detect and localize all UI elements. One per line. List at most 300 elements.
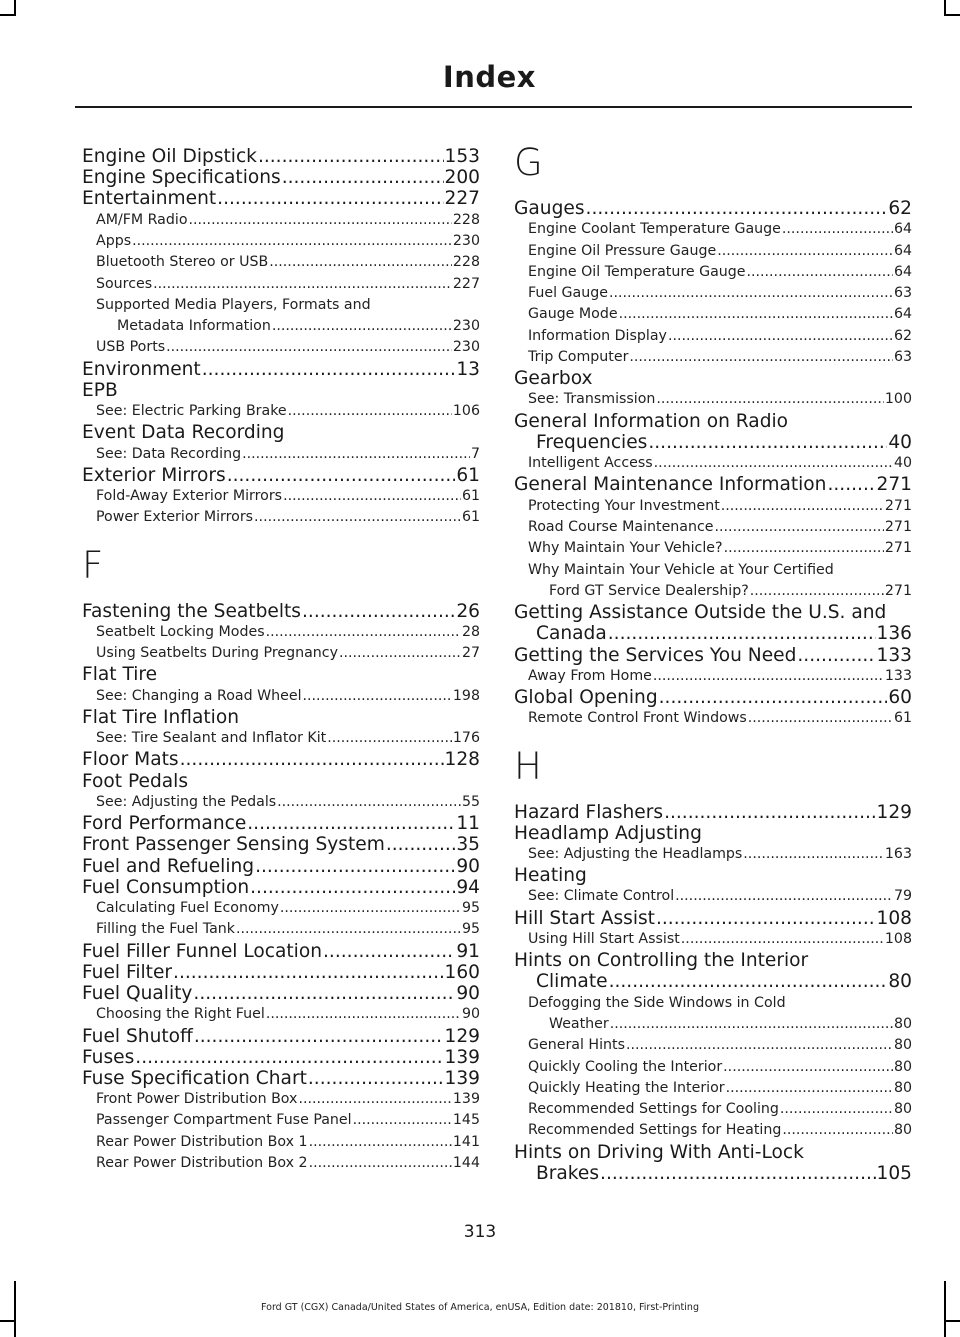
entry-label: Exterior Mirrors [82,464,226,486]
index-subentry[interactable] [514,347,912,368]
page-reference: 7 [470,445,480,462]
page-reference: 230 [452,232,480,249]
page-reference: 79 [893,888,912,905]
page-reference: 40 [888,431,912,453]
index-subentry[interactable] [82,337,480,358]
leader-dots [283,486,461,507]
leader-dots [327,728,452,749]
leader-dots [254,507,461,528]
index-subentry[interactable] [514,708,912,729]
leader-dots [797,645,875,666]
entry-label: Fuel Gauge [528,285,608,302]
entry-label: Ford GT Service Dealership? [549,582,749,599]
page-reference: 230 [452,318,480,335]
entry-label: AM/FM Radio [96,211,188,228]
leader-dots [217,188,443,209]
leader-dots [166,337,452,358]
index-subentry[interactable] [514,886,912,907]
index-heading: Heating [514,865,587,887]
entry-label: Gauges [514,198,585,219]
entry-label: Why Maintain Your Vehicle? [528,540,723,557]
leader-dots [180,749,444,770]
leader-dots [609,283,893,304]
leader-dots [723,1057,893,1078]
leader-dots [653,666,884,687]
entry-label: Hazard Flashers [514,801,664,823]
page-reference: 129 [444,1025,480,1047]
index-subentry[interactable] [514,517,912,538]
index-subentry[interactable] [514,496,912,517]
index-entry[interactable] [82,856,480,877]
page-reference: 139 [444,1067,480,1089]
index-subentry-text: Why Maintain Your Vehicle at Your Certified [528,561,834,578]
page-reference: 106 [452,403,480,420]
page-reference: 176 [452,730,480,747]
leader-dots [610,1014,893,1035]
page-reference: 63 [893,285,912,302]
entry-label: Engine Oil Dipstick [82,146,257,167]
page-reference: 128 [444,749,480,771]
leader-dots [386,834,456,855]
index-subentry[interactable] [514,304,912,325]
index-subentry[interactable] [82,919,480,940]
index-subentry[interactable] [82,622,480,643]
index-subentry[interactable] [514,538,912,559]
page-reference: 62 [893,327,912,344]
leader-dots [586,198,888,219]
page-reference: 94 [456,876,480,898]
entry-label: Hill Start Assist [514,907,655,929]
index-column-left [82,146,480,1174]
index-entry[interactable] [82,359,480,380]
page-reference: 136 [876,623,912,645]
leader-dots [827,474,875,495]
entry-label: Trip Computer [528,348,629,365]
leader-dots [721,496,884,517]
page-reference: 64 [893,263,912,280]
page-reference: 144 [452,1155,480,1171]
leader-dots [750,581,884,602]
index-entry[interactable] [82,749,480,770]
entry-label: Rear Power Distribution Box 1 [96,1133,308,1150]
page-reference: 60 [888,687,912,709]
entry-label: Using Seatbelts During Pregnancy [96,645,338,662]
index-entry[interactable] [82,962,480,983]
leader-dots [629,347,893,368]
page-reference: 90 [456,983,480,1004]
entry-label: Global Opening [514,687,658,709]
page-reference: 61 [461,488,480,505]
entry-label: Information Display [528,327,667,344]
index-subentry[interactable] [514,1099,912,1120]
leader-dots [189,210,452,231]
entry-label: Using Hill Start Assist [528,930,680,947]
page-reference: 141 [452,1133,480,1150]
crop-mark [944,14,960,16]
page-reference: 133 [884,667,912,684]
entry-label: Fuel and Refueling [82,855,255,877]
page-reference: 13 [456,358,480,380]
leader-dots [242,444,470,465]
index-entry[interactable] [514,198,912,219]
page-reference: 160 [444,961,480,983]
page-reference: 61 [456,464,480,486]
leader-dots [303,686,452,707]
index-subentry[interactable] [514,389,912,410]
index-entry[interactable] [514,687,912,708]
leader-dots [298,1089,451,1110]
page-reference: 271 [884,497,912,514]
leader-dots [715,517,884,538]
page-reference: 163 [884,845,912,862]
leader-dots [626,1035,893,1056]
page-reference: 11 [456,813,480,835]
index-entry[interactable] [514,474,912,495]
leader-dots [302,601,455,622]
leader-dots [202,359,456,380]
page-reference: 198 [452,687,480,704]
leader-dots [654,453,893,474]
entry-label: Floor Mats [82,749,179,771]
entry-label: Weather [549,1015,609,1032]
page-reference: 228 [452,254,480,271]
entry-label: Intelligent Access [528,455,653,472]
index-entry[interactable] [82,1047,480,1068]
index-entry[interactable] [514,908,912,929]
entry-label: Environment [82,358,201,380]
entry-label: General Hints [528,1037,625,1054]
page-reference: 80 [893,1079,912,1096]
entry-label: Choosing the Right Fuel [96,1006,265,1023]
entry-label: See: Electric Parking Brake [96,403,287,420]
leader-dots [600,1163,875,1184]
edition-footer: Ford GT (CGX) Canada/United States of America, enUSA, Edition date: 201810, First-Printing [261,1302,699,1313]
entry-label: Power Exterior Mirrors [96,509,254,526]
leader-dots [664,802,875,823]
index-subentry[interactable] [514,326,912,347]
leader-dots [659,687,888,708]
entry-label: Engine Oil Pressure Gauge [528,242,717,259]
page-reference: 90 [461,1006,480,1023]
entry-label: Entertainment [82,188,217,210]
index-entry[interactable] [82,146,480,167]
crop-mark [944,0,946,16]
leader-dots [247,813,455,834]
index-subentry[interactable] [82,1153,480,1174]
page-reference: 80 [893,1037,912,1054]
index-subentry[interactable] [82,486,480,507]
leader-dots [153,274,452,295]
index-subentry-text: Defogging the Side Windows in Cold [528,994,786,1011]
entry-label: Fuel Filter [82,961,173,983]
index-entry[interactable] [514,432,912,453]
leader-dots [609,971,888,992]
index-subentry[interactable] [82,252,480,273]
index-entry[interactable] [82,167,480,188]
page-reference: 35 [456,834,480,856]
index-entry[interactable] [82,983,480,1004]
leader-dots [269,252,452,273]
entry-label: Gauge Mode [528,306,618,323]
page-reference: 64 [893,242,912,259]
leader-dots [747,262,893,283]
leader-dots [782,219,893,240]
leader-dots [724,538,884,559]
page-reference: 91 [456,940,480,962]
page-reference: 64 [893,221,912,238]
leader-dots [227,465,456,486]
leader-dots [280,898,461,919]
page-reference: 129 [876,801,912,823]
index-entry[interactable] [82,1026,480,1047]
index-entry[interactable] [82,465,480,486]
index-heading: Flat Tire [82,664,158,686]
page-reference: 63 [893,348,912,365]
entry-label: Front Power Distribution Box [96,1091,298,1108]
page-reference: 26 [456,600,480,622]
entry-label: Fuel Consumption [82,876,250,898]
index-subentry[interactable] [82,728,480,749]
leader-dots [266,622,461,643]
leader-dots [135,1047,443,1068]
leader-dots [619,304,893,325]
entry-label: Engine Oil Temperature Gauge [528,263,746,280]
index-section-letter: G [514,141,543,184]
index-subentry[interactable] [514,283,912,304]
page-reference: 200 [444,167,480,189]
index-subentry[interactable] [82,444,480,465]
entry-label: Fuse Specification Chart [82,1067,307,1089]
index-subentry[interactable] [514,1120,912,1141]
page-reference: 27 [461,645,480,662]
leader-dots [288,401,452,422]
page-reference: 227 [444,188,480,210]
page-reference: 230 [452,339,480,356]
entry-label: Front Passenger Sensing System [82,834,385,856]
index-subentry[interactable] [82,231,480,252]
index-heading: Foot Pedals [82,770,189,792]
entry-label: Quickly Heating the Interior [528,1079,725,1096]
index-entry[interactable] [82,1068,480,1089]
leader-dots [656,389,884,410]
page-reference: 80 [893,1122,912,1139]
leader-dots [255,856,455,877]
entry-label: See: Adjusting the Headlamps [528,845,743,862]
leader-dots [309,1132,452,1153]
leader-dots [726,1078,893,1099]
entry-label: See: Climate Control [528,888,675,905]
index-subentry[interactable] [82,643,480,664]
entry-label: Calculating Fuel Economy [96,900,279,916]
leader-dots [309,1153,452,1174]
index-entry[interactable] [82,877,480,898]
page-reference: 64 [893,306,912,323]
leader-dots [681,929,884,950]
index-heading: General Information on Radio [514,410,789,432]
index-subentry[interactable] [514,219,912,240]
leader-dots [194,1026,444,1047]
index-subentry[interactable] [514,453,912,474]
index-entry[interactable] [514,1163,912,1184]
entry-label: Fuses [82,1046,135,1068]
index-section-letter: F [82,543,104,587]
leader-dots [782,1120,893,1141]
entry-label: Ford Performance [82,813,247,835]
index-subentry[interactable] [514,1078,912,1099]
leader-dots [266,1004,461,1025]
index-entry[interactable] [82,813,480,834]
entry-label: General Maintenance Information [514,474,827,496]
page-reference: 139 [444,1046,480,1068]
page-reference: 62 [888,198,912,219]
index-subentry[interactable] [514,666,912,687]
entry-label: Recommended Settings for Heating [528,1122,782,1139]
index-heading: Hints on Controlling the Interior [514,950,809,972]
index-subentry[interactable] [514,1014,912,1035]
index-subentry[interactable] [82,792,480,813]
leader-dots [272,316,452,337]
page-reference: 80 [888,971,912,993]
index-heading: EPB [82,379,118,401]
entry-label: Rear Power Distribution Box 2 [96,1155,308,1171]
entry-label: Sources [96,275,153,292]
index-subentry[interactable] [82,898,480,919]
leader-dots [675,886,893,907]
index-subentry[interactable] [82,1004,480,1025]
page-reference: 100 [884,391,912,408]
index-heading: Flat Tire Inflation [82,706,239,728]
entry-label: See: Adjusting the Pedals [96,793,277,810]
entry-label: Recommended Settings for Cooling [528,1101,779,1118]
page-reference: 139 [452,1091,480,1108]
leader-dots [282,167,444,188]
entry-label: Climate [536,971,608,993]
entry-label: Road Course Maintenance [528,518,714,535]
leader-dots [193,983,455,1004]
entry-label: Fuel Shutoff [82,1025,193,1047]
entry-label: Canada [536,623,607,645]
entry-label: Away From Home [528,667,652,684]
entry-label: Fuel Quality [82,983,193,1004]
crop-mark [14,0,16,16]
page-reference: 40 [893,455,912,472]
leader-dots [323,941,455,962]
entry-label: Seatbelt Locking Modes [96,623,265,640]
index-subentry[interactable] [514,1035,912,1056]
leader-dots [656,908,876,929]
page-reference: 271 [884,582,912,599]
entry-label: Frequencies [536,431,648,453]
page-reference: 61 [893,710,912,727]
leader-dots [236,919,461,940]
index-subentry[interactable] [82,316,480,337]
leader-dots [132,231,452,252]
leader-dots [353,1110,452,1131]
page-reference: 80 [893,1101,912,1118]
page-title: Index [442,60,536,94]
index-subentry[interactable] [82,1089,480,1110]
leader-dots [748,708,893,729]
index-heading: Hints on Driving With Anti-Lock [514,1141,804,1163]
leader-dots [780,1099,893,1120]
leader-dots [277,792,461,813]
entry-label: Apps [96,232,132,249]
index-subentry[interactable] [82,210,480,231]
entry-label: See: Changing a Road Wheel [96,687,302,704]
page-reference: 80 [893,1058,912,1075]
index-entry[interactable] [514,802,912,823]
page-reference: 90 [456,855,480,877]
index-column-right [514,141,912,1184]
entry-label: Quickly Cooling the Interior [528,1058,723,1075]
leader-dots [608,623,876,644]
page-number: 313 [463,1222,497,1242]
entry-label: Brakes [536,1162,600,1184]
index-entry[interactable] [82,834,480,855]
index-entry[interactable] [82,941,480,962]
index-subentry[interactable] [514,241,912,262]
index-heading: Headlamp Adjusting [514,822,702,844]
entry-label: See: Transmission [528,391,656,408]
entry-label: Engine Specifications [82,167,281,189]
page-reference: 28 [461,623,480,640]
page-reference: 145 [452,1112,480,1129]
page-reference: 95 [461,921,480,938]
page-reference: 271 [884,540,912,557]
index-entry[interactable] [514,623,912,644]
entry-label: Protecting Your Investment [528,497,720,514]
index-subentry-text: Supported Media Players, Formats and [96,296,371,313]
index-entry[interactable] [514,645,912,666]
index-subentry[interactable] [514,1057,912,1078]
page-reference: 95 [461,900,480,916]
index-subentry[interactable] [82,686,480,707]
entry-label: Fuel Filler Funnel Location [82,940,323,962]
leader-dots [308,1068,444,1089]
entry-label: Engine Coolant Temperature Gauge [528,221,781,238]
index-subentry[interactable] [82,507,480,528]
index-subentry[interactable] [82,1110,480,1131]
header-rule [75,106,912,108]
index-entry[interactable] [82,188,480,209]
entry-label: Filling the Fuel Tank [96,921,235,938]
index-subentry[interactable] [514,262,912,283]
index-subentry[interactable] [514,844,912,865]
index-entry[interactable] [514,971,912,992]
leader-dots [743,844,884,865]
index-subentry[interactable] [514,929,912,950]
index-subentry[interactable] [82,1132,480,1153]
entry-label: Getting the Services You Need [514,644,797,666]
index-entry[interactable] [82,601,480,622]
index-subentry[interactable] [82,274,480,295]
index-subentry[interactable] [82,401,480,422]
entry-label: Metadata Information [117,318,271,335]
leader-dots [250,877,455,898]
page-reference: 133 [876,644,912,666]
page-reference: 227 [452,275,480,292]
index-heading: Getting Assistance Outside the U.S. and [514,602,887,624]
index-subentry[interactable] [514,581,912,602]
leader-dots [648,432,887,453]
page-reference: 228 [452,211,480,228]
leader-dots [339,643,461,664]
leader-dots [717,241,893,262]
leader-dots [668,326,893,347]
entry-label: Fold-Away Exterior Mirrors [96,488,283,505]
page-reference: 108 [876,907,912,929]
entry-label: Bluetooth Stereo or USB [96,254,269,271]
